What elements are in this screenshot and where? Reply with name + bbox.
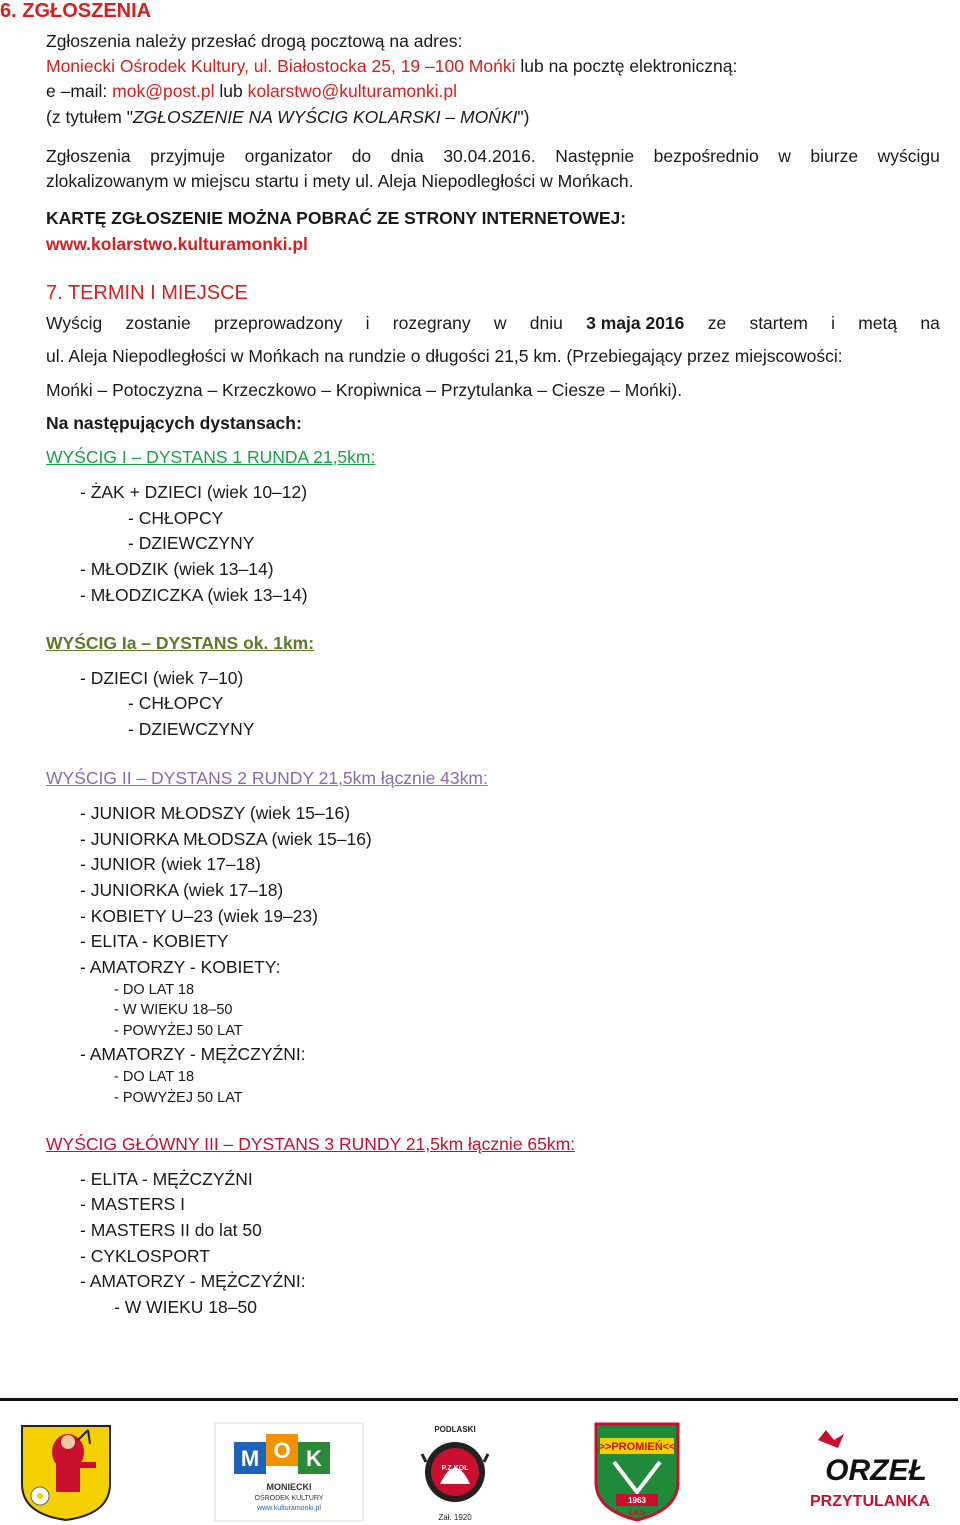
email-subject: ZGŁOSZENIE NA WYŚCIG KOLARSKI – MOŃKI [132,107,518,127]
orzel-przytulanka-logo [790,1430,950,1514]
s6-line-1: Zgłoszenia należy przesłać drogą pocztową na adres: [46,31,463,51]
race-2-item: - AMATORZY - KOBIETY: [80,957,281,977]
promien-year-label: 1963 [628,1496,646,1505]
mok-letter: M [240,1446,260,1471]
promien-logo [594,1422,680,1522]
race-2-title: WYŚCIG II – DYSTANS 2 RUNDY 21,5km łącznie 43km: [46,768,488,788]
race-2-subitem: - DO LAT 18 [114,1069,195,1085]
mok-url: www.kulturamonki.pl [257,1505,321,1512]
race-1a-item: - CHŁOPCY [128,693,224,713]
race-2-item: - AMATORZY - MĘŻCZYŹNI: [80,1044,306,1064]
race-2-subitem: - POWYŻEJ 50 LAT [114,1090,243,1106]
download-notice: KARTĘ ZGŁOSZENIE MOŻNA POBRAĆ ZE STRONY INTERNETOWEJ: [46,208,627,228]
race-2-item: - KOBIETY U–23 (wiek 19–23) [80,906,318,926]
race-3-item: - MASTERS I [80,1194,186,1214]
race-1-item: - MŁODZIK (wiek 13–14) [80,559,274,579]
mok-name-2: OŚRODEK KULTURY [254,1495,324,1502]
s7-line-1: Wyścig zostanie przeprowadzony i rozegrany w dniu 3 maja 2016 ze startem i metą na [46,313,940,333]
race-3-item: - AMATORZY - MĘŻCZYŹNI: [80,1271,306,1291]
organizer-address: Moniecki Ośrodek Kultury, ul. Białostocka 25, 19 –100 Mońki [46,56,516,76]
race-2-item: - JUNIOR (wiek 17–18) [80,854,261,874]
s6-line-3: e –mail: mok@post.pl lub kolarstwo@kulturamonki.pl [46,81,457,101]
s7-line-2: ul. Aleja Niepodległości w Mońkach na rundzie o długości 21,5 km. (Przebiegający przez miejscowości: [46,346,843,366]
email-link-2[interactable]: kolarstwo@kulturamonki.pl [247,81,457,101]
race-3-title: WYŚCIG GŁÓWNY III – DYSTANS 3 RUNDY 21,5km łącznie 65km: [46,1134,576,1154]
mok-letter: K [306,1446,322,1471]
pzkol-year-label: Zał. 1920 [438,1513,472,1522]
race-1-item: - ŻAK + DZIECI (wiek 10–12) [80,482,308,502]
pzkol-logo [420,1422,490,1524]
section-6-heading: 6. ZGŁOSZENIA [0,0,152,22]
race-1a-item: - DZIECI (wiek 7–10) [80,668,244,688]
orzel-place: PRZYTULANKA [810,1493,930,1510]
race-2-item: - JUNIORKA MŁODSZA (wiek 15–16) [80,829,372,849]
pzkol-mid-label: P.Z.KOL [441,1465,469,1472]
pzkol-top-label: PODLASKI [434,1425,476,1434]
promien-top-label: >>PROMIEŃ<< [598,1441,676,1453]
promien-abbr-label: LKS [629,1508,645,1517]
footer-divider [0,1398,958,1401]
distances-intro: Na następujących dystansach: [46,413,302,433]
website-link[interactable]: www.kolarstwo.kulturamonki.pl [46,234,308,254]
race-1-item: - DZIEWCZYNY [128,533,255,553]
race-3-item: - MASTERS II do lat 50 [80,1220,262,1240]
race-3-item: - CYKLOSPORT [80,1246,210,1266]
mok-letter: O [273,1438,291,1463]
mok-name-1: MONIECKI [266,1482,312,1492]
race-2-item: - ELITA - KOBIETY [80,931,229,951]
s6-line-6: zlokalizowanym w miejscu startu i mety ul. Aleja Niepodległości w Mońkach. [46,171,634,191]
race-1-title: WYŚCIG I – DYSTANS 1 RUNDA 21,5km: [46,447,376,467]
race-2-item: - JUNIOR MŁODSZY (wiek 15–16) [80,803,351,823]
mok-logo [214,1422,364,1522]
race-date: 3 maja 2016 [586,313,685,333]
s6-line-4: (z tytułem "ZGŁOSZENIE NA WYŚCIG KOLARSKI – MOŃKI") [46,107,530,127]
race-2-subitem: - POWYŻEJ 50 LAT [114,1023,243,1039]
race-1-item: - MŁODZICZKA (wiek 13–14) [80,585,308,605]
orzel-name: ORZEŁ [825,1454,927,1487]
race-1-item: - CHŁOPCY [128,508,224,528]
s7-line-3: Mońki – Potoczyzna – Krzeczkowo – Kropiwnica – Przytulanka – Ciesze – Mońki). [46,380,683,400]
race-2-subitem: - DO LAT 18 [114,982,195,998]
monki-coat-of-arms-logo [18,1422,114,1522]
race-3-item: - ELITA - MĘŻCZYŹNI [80,1169,253,1189]
s6-line-5: Zgłoszenia przyjmuje organizator do dnia 30.04.2016. Następnie bezpośrednio w biurze wyścigu [46,146,940,166]
race-1a-title: WYŚCIG Ia – DYSTANS ok. 1km: [46,633,315,653]
s6-line-2: Moniecki Ośrodek Kultury, ul. Białostocka 25, 19 –100 Mońki lub na pocztę elektroniczną: [46,56,738,76]
email-link-1[interactable]: mok@post.pl [112,81,215,101]
race-2-subitem: - W WIEKU 18–50 [114,1002,233,1018]
section-7-heading: 7. TERMIN I MIEJSCE [46,282,248,304]
race-1a-item: - DZIEWCZYNY [128,719,255,739]
race-3-subitem: - W WIEKU 18–50 [114,1297,257,1317]
race-2-item: - JUNIORKA (wiek 17–18) [80,880,284,900]
